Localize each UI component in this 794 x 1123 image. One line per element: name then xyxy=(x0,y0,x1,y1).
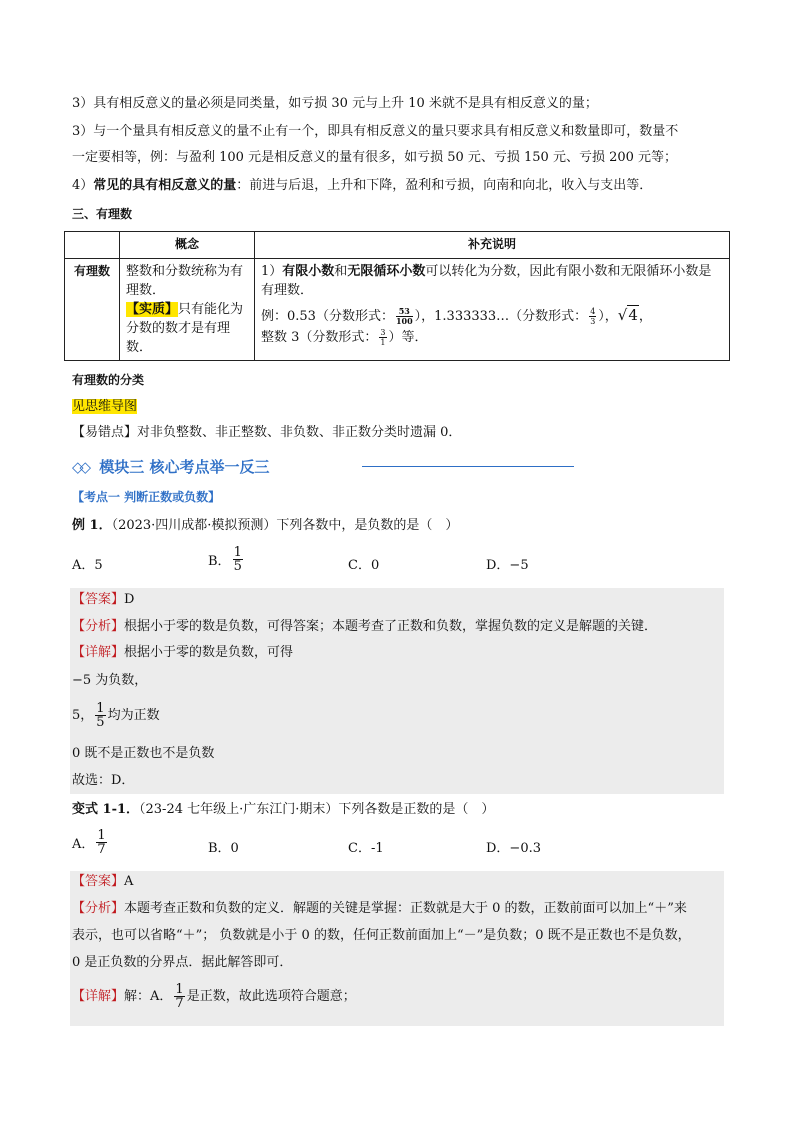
variant1-analysis-1: 【分析】本题考查正数和负数的定义．解题的关键是掌握：正数就是大于 0 的数，正数前面可以加上“＋”来 xyxy=(72,901,687,916)
kaodian-title: 【考点一 判断正数或负数】 xyxy=(72,490,221,504)
module-title: 模块三 核心考点举一反三 xyxy=(99,458,270,476)
module-rule xyxy=(362,466,574,467)
diamond-icon: ◇◇ xyxy=(72,458,88,476)
pitfall-text: 对非负整数、非正整数、非负数、非正数分类时遗漏 0． xyxy=(137,425,462,440)
rational-number-table xyxy=(64,231,730,361)
pitfall-tag: 【易错点】 xyxy=(72,425,138,440)
example1-label: 例 1． xyxy=(72,518,112,533)
pitfall-line xyxy=(72,423,724,443)
example1-option-c: C．0 xyxy=(348,558,380,573)
table-header-empty xyxy=(65,232,120,259)
fraction-3-1: $\frac{3}{1}$ xyxy=(380,328,386,347)
line-prefix: 4） xyxy=(72,178,94,193)
integer-prefix: 整数 3（分数形式： xyxy=(261,330,378,345)
section-title-rational: 三、有理数 xyxy=(72,207,133,221)
variant1-analysis-2: 表示，也可以省略“＋”； 负数就是小于 0 的数，任何正数前面加上“－”是负数；0 既不是正数也不是负数， xyxy=(72,928,691,943)
variant1-option-a: A． $\frac{1}{7}$ xyxy=(72,828,106,857)
essence-tag: 【实质】 xyxy=(126,302,179,317)
variant1-stem xyxy=(72,800,724,820)
sqrt-4: √4 xyxy=(617,306,638,324)
example1-detail: 【详解】根据小于零的数是负数，可得 xyxy=(72,645,294,660)
table-header-note: 补充说明 xyxy=(255,232,730,259)
variant1-option-d: D．−0.3 xyxy=(486,841,541,856)
fraction-1-7: $\frac{1}{7}$ xyxy=(97,828,106,857)
example1-detail-line3: 0 既不是正数也不是负数 xyxy=(72,746,215,761)
variant1-label: 变式 1-1． xyxy=(72,802,140,817)
note-bold-finite: 有限小数 xyxy=(282,264,335,279)
text-line-4-common xyxy=(72,176,724,196)
note-rest: 可以转化为分数，因此有限小数和无限循环小数是有理数． xyxy=(261,264,712,298)
note-bold-repeating: 无限循环小数 xyxy=(347,264,426,279)
fraction-4-3: $\frac{4}{3}$ xyxy=(590,307,596,326)
text-line-3-continued: 一定要相等，例：与盈利 100 元是相反意义的量有很多，如亏损 50 元、亏损 150 元、亏损 200 元等； xyxy=(72,150,678,165)
example1-detail-line1: −5 为负数， xyxy=(72,673,148,688)
example1-option-d: D．−5 xyxy=(486,558,529,573)
example1-option-a: A．5 xyxy=(72,558,103,573)
variant1-text: （23-24 七年级上·广东江门·期末）下列各数是正数的是（ ） xyxy=(139,802,495,817)
variant1-detail: 【详解】解：A． $\frac{1}{7}$ 是正数，故此选项符合题意； xyxy=(72,982,356,1011)
fraction-53-100: $\frac{53}{100}$ xyxy=(395,306,413,326)
note-prefix: 1） xyxy=(261,264,283,279)
example-end: ， xyxy=(638,309,652,324)
variant1-analysis-3: 0 是正负数的分界点．据此解答即可． xyxy=(72,955,293,970)
example1-option-b: B． $\frac{1}{5}$ xyxy=(208,545,242,574)
example1-answer: 【答案】D xyxy=(72,592,135,607)
example1-analysis: 【分析】根据小于零的数是负数，可得答案；本题考查了正数和负数，掌握负数的定义是解题的关键． xyxy=(72,619,658,634)
variant1-answer: 【答案】A xyxy=(72,874,134,889)
example1-text: （2023·四川成都·模拟预测）下列各数中，是负数的是（ ） xyxy=(111,518,459,533)
module-heading xyxy=(72,456,582,478)
table-concept-cell xyxy=(120,259,255,361)
example-mid: ），1.333333…（分数形式： xyxy=(414,309,588,324)
example-prefix: 例：0.53（分数形式： xyxy=(261,309,394,324)
example1-stem xyxy=(72,516,724,536)
mindmap-ref xyxy=(72,397,137,417)
note-example xyxy=(261,306,723,326)
note-integer xyxy=(261,328,723,347)
example-mid2: ）， xyxy=(598,309,618,324)
variant1-option-c: C．-1 xyxy=(348,841,384,856)
essence-text: 只有能化为分数的数才是有理数． xyxy=(126,302,244,355)
mindmap-highlight: 见思维导图 xyxy=(72,399,138,414)
table-note-cell xyxy=(255,259,730,361)
classification-title: 有理数的分类 xyxy=(72,373,145,387)
text-line-3-same-type: 3）具有相反意义的量必须是同类量，如亏损 30 元与上升 10 米就不是具有相反意义的量； xyxy=(72,96,598,111)
example1-conclusion: 故选：D． xyxy=(72,773,135,788)
example1-detail-line2: 5， $\frac{1}{5}$ 均为正数 xyxy=(72,701,160,730)
integer-end: ）等． xyxy=(388,330,428,345)
text-line-3-not-unique: 3）与一个量具有相反意义的量不止有一个，即具有相反意义的量只要求具有相反意义和数量即可，数量不 xyxy=(72,124,679,139)
concept-definition: 整数和分数统称为有理数． xyxy=(126,264,244,298)
variant1-option-b: B．0 xyxy=(208,841,239,856)
table-row-label: 有理数 xyxy=(65,259,120,361)
note-and: 和 xyxy=(334,264,348,279)
common-quantities-rest: ：前进与后退，上升和下降，盈利和亏损，向南和向北，收入与支出等． xyxy=(236,178,653,193)
fraction-1-5: $\frac{1}{5}$ xyxy=(233,545,242,574)
table-header-concept: 概念 xyxy=(120,232,255,259)
common-quantities-bold: 常见的具有相反意义的量 xyxy=(93,178,237,193)
